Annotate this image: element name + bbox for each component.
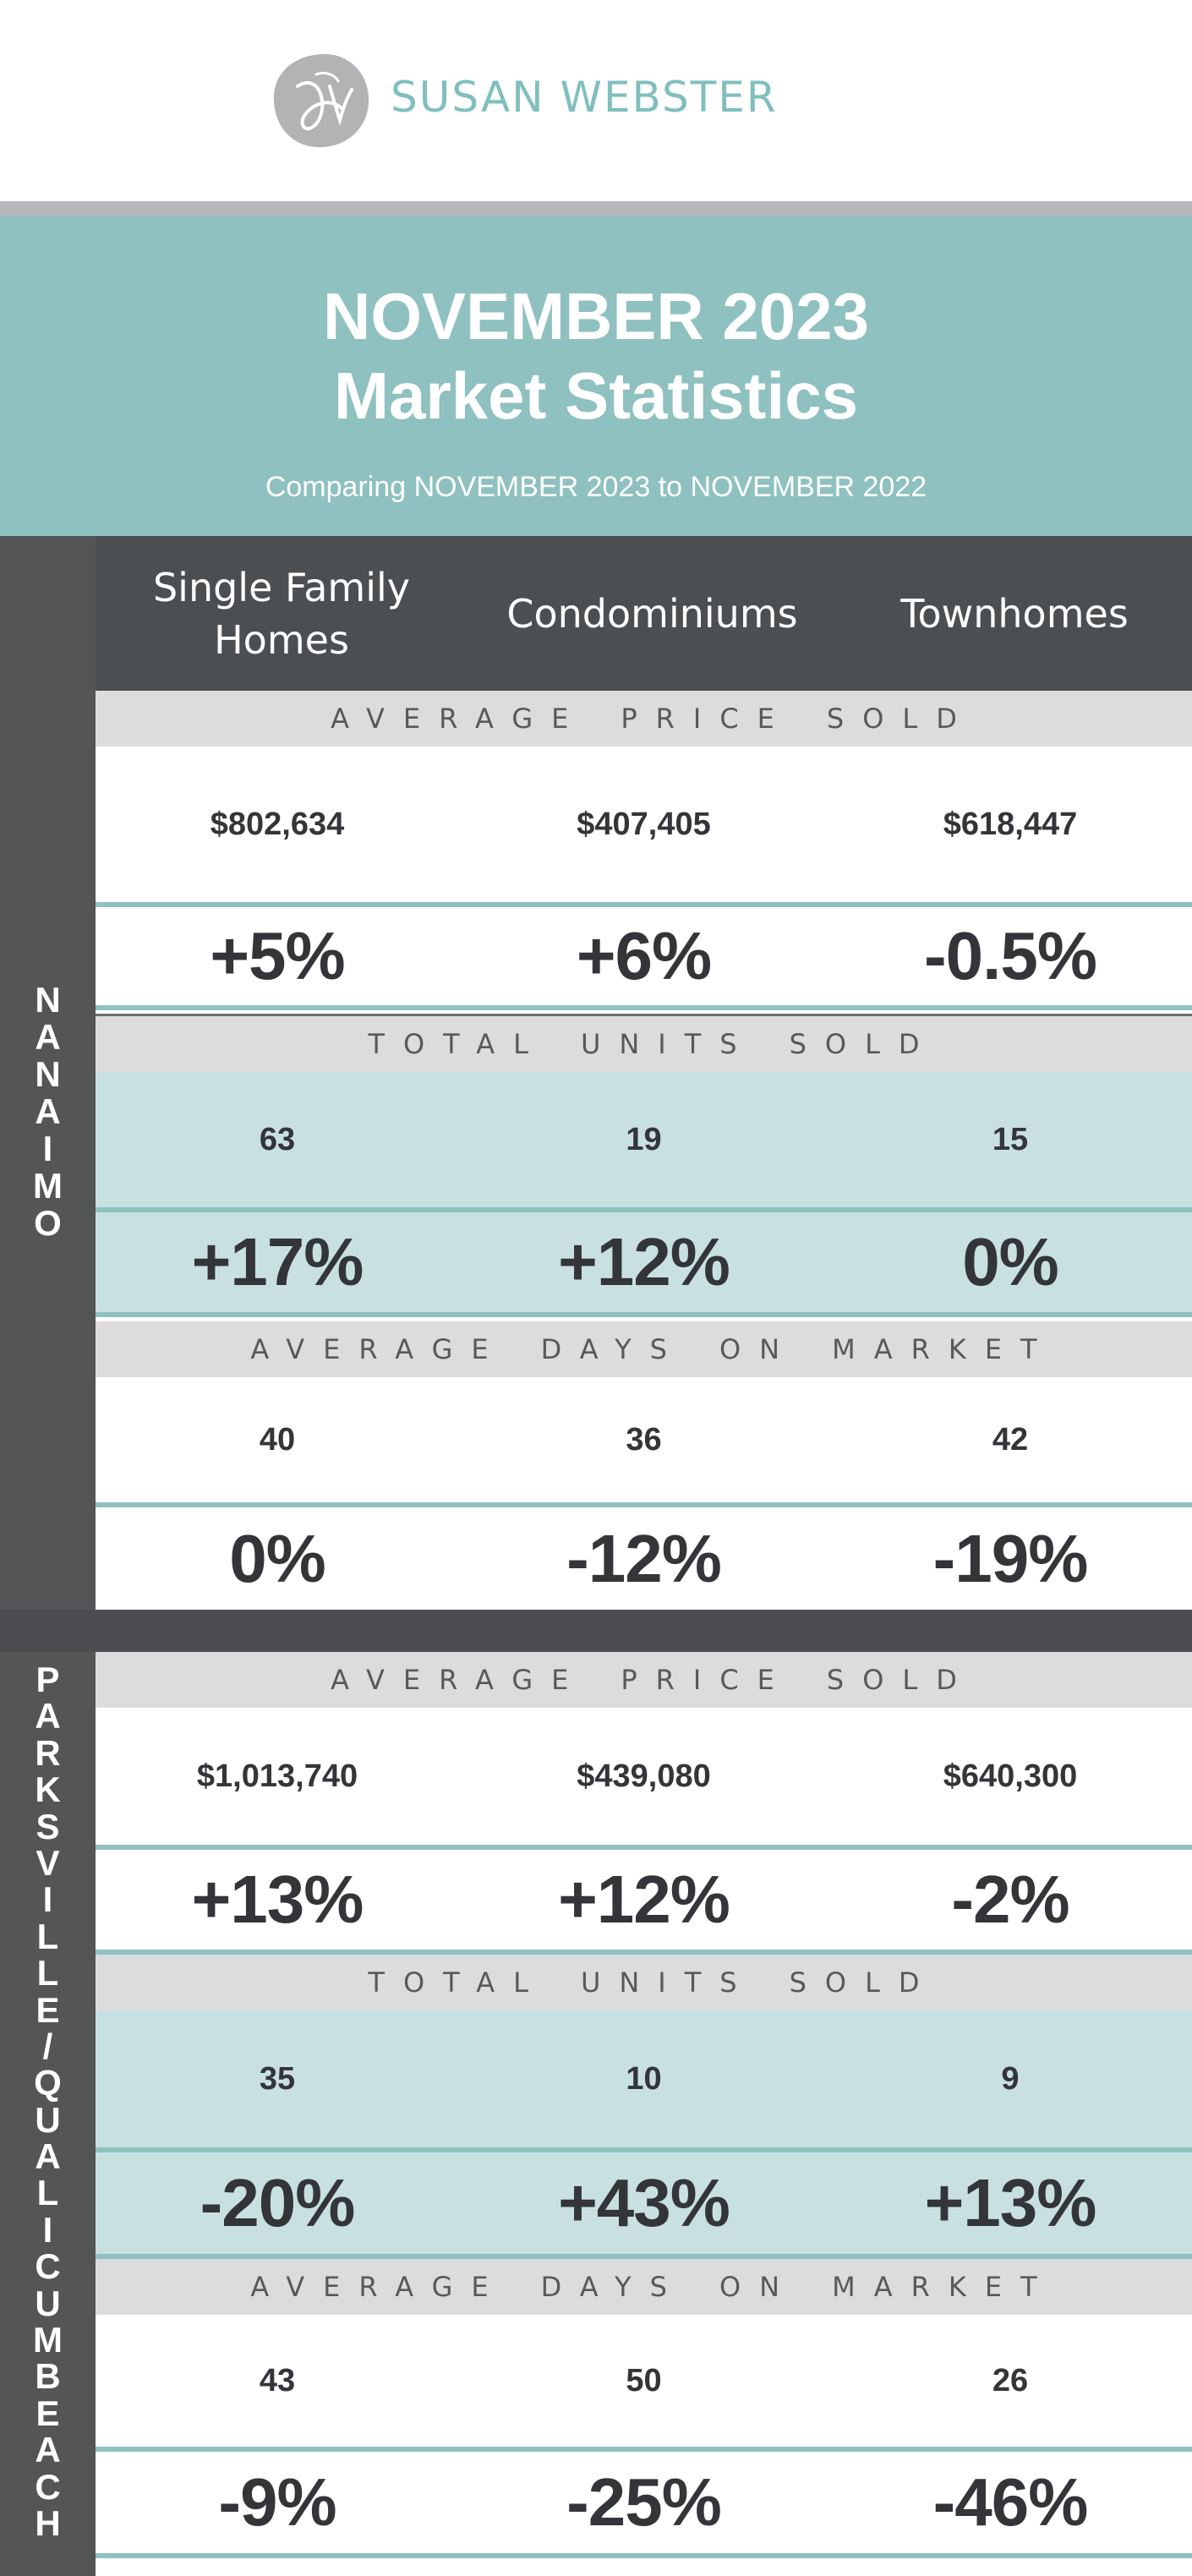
change-single-family: 0% [229,1520,325,1596]
column-header-single-family: Single Family Homes [152,564,411,663]
row-separator [96,1005,1192,1010]
section-label: TOTAL UNITS SOLD [96,1016,1192,1072]
value-townhomes: 9 [1001,2060,1020,2097]
change-townhomes: +13% [924,2165,1096,2240]
section-label: AVERAGE DAYS ON MARKET [96,2259,1192,2315]
change-condominiums: +12% [558,1224,730,1299]
value-condominiums: $439,080 [577,1758,711,1794]
value-townhomes: $640,300 [943,1758,1078,1794]
value-single-family: $802,634 [210,806,345,842]
region-label-parksville: P A R K S V I L L E / Q U A L I C U M B E A C H [33,1660,63,2543]
change-condominiums: -25% [566,2464,721,2540]
change-single-family: -20% [200,2165,355,2240]
column-header-row [96,536,1192,691]
value-townhomes: 15 [992,1121,1029,1157]
value-single-family: $1,013,740 [196,1758,358,1794]
column-header-condominiums: Condominiums [506,590,798,637]
change-townhomes: -46% [932,2464,1088,2540]
change-single-family: -9% [218,2464,336,2540]
change-townhomes: -0.5% [924,918,1096,993]
change-single-family: +13% [191,1862,364,1937]
column-header-townhomes: Townhomes [900,590,1129,637]
change-row [96,1507,1192,1610]
value-row [96,2315,1192,2447]
value-condominiums: 19 [626,1121,662,1157]
change-townhomes: -2% [951,1862,1069,1937]
section-label: AVERAGE PRICE SOLD [96,691,1192,747]
change-condominiums: -12% [566,1520,721,1596]
title-subtitle: Comparing NOVEMBER 2023 to NOVEMBER 2022 [265,471,927,503]
section-label: TOTAL UNITS SOLD [96,1955,1192,2010]
change-row [96,907,1192,1005]
title-month: NOVEMBER 2023 [323,279,869,353]
change-row [96,1850,1192,1950]
change-condominiums: +6% [576,918,712,993]
value-single-family: 40 [259,1421,296,1458]
value-row [96,1377,1192,1502]
change-row [96,2152,1192,2254]
title-text: Market Statistics [334,358,858,433]
value-single-family: 35 [259,2060,296,2097]
value-row [96,1072,1192,1207]
change-single-family: +17% [191,1224,364,1299]
region-divider [0,1610,1192,1652]
change-single-family: +5% [210,918,345,993]
value-townhomes: $618,447 [943,806,1078,842]
value-condominiums: 50 [626,2362,662,2398]
row-separator [96,2553,1192,2558]
logo-icon [271,49,372,150]
section-label: AVERAGE PRICE SOLD [96,1652,1192,1708]
header-divider [0,201,1192,216]
value-condominiums: 36 [626,1421,662,1458]
region-label-nanaimo: N A N A I M O [33,980,63,1243]
value-townhomes: 26 [992,2362,1029,2398]
value-single-family: 63 [259,1121,296,1157]
value-row [96,747,1192,902]
change-townhomes: -19% [932,1520,1088,1596]
row-separator [96,1312,1192,1317]
value-condominiums: 10 [626,2060,662,2097]
change-condominiums: +43% [558,2165,730,2240]
title-banner [0,216,1192,536]
value-row [96,1708,1192,1845]
value-condominiums: $407,405 [577,806,711,842]
change-condominiums: +12% [558,1862,730,1937]
change-row [96,1212,1192,1312]
change-townhomes: 0% [962,1224,1058,1299]
value-townhomes: 42 [992,1421,1029,1458]
value-single-family: 43 [259,2362,296,2398]
change-row [96,2452,1192,2553]
brand-name: SUSAN WEBSTER [391,73,778,122]
value-row [96,2010,1192,2147]
page-header [0,0,1192,201]
section-label: AVERAGE DAYS ON MARKET [96,1321,1192,1377]
